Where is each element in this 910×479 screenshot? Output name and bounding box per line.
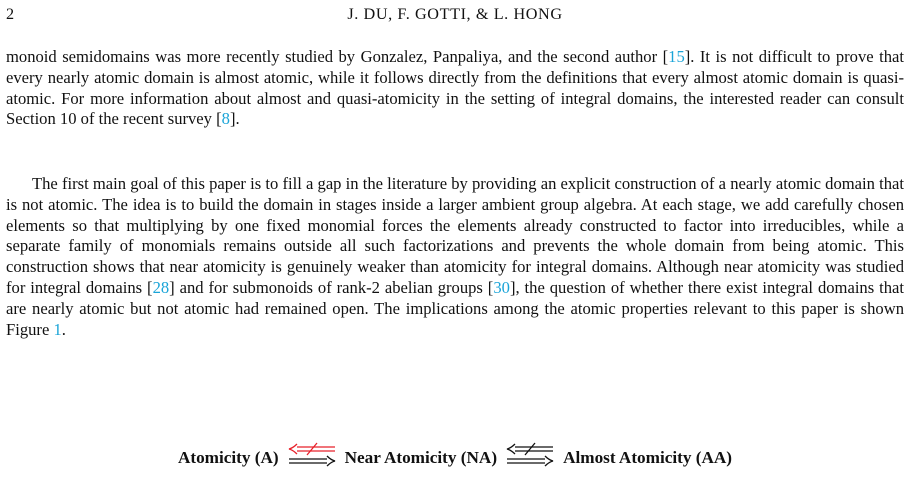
citation-link[interactable]: 15 (668, 47, 685, 66)
implication-arrows-a-na (287, 441, 337, 469)
paragraph-1-text-b: ]. It is not difficult to prove that every nearly atomic domain is almost atomic, while it follows directly from the definitions that every almost atomic domain is quasi-atomic. For more information about almost and quasi-atomicity in the setting of integral domains, the interested reader can consult Section 10 of the recent survey [ (6, 47, 904, 129)
page-header (6, 0, 904, 30)
reverse-struck-double-arrow-icon (289, 443, 335, 455)
implication-arrows-na-aa (505, 441, 555, 469)
page-number: 2 (6, 5, 15, 23)
citation-link[interactable]: 8 (221, 109, 230, 129)
citation-link[interactable]: 28 (152, 277, 170, 297)
diagram-term-atomicity: Atomicity (A) (177, 448, 279, 467)
paragraph-2-text-d: . (61, 319, 66, 339)
figure-reference-link[interactable]: 1 (53, 319, 62, 339)
paragraph-1-text-c: ]. (229, 109, 240, 129)
arrows-a-na-icon (287, 441, 337, 469)
forward-double-arrow-icon (289, 456, 335, 466)
paragraph-2-text-a: The first main goal of this paper is to fill a gap in the literature by providing an explicit construction of a nearly atomic domain that is not atomic. The idea is to build the domain in stages inside a larger ambient group algebra. At each stage, we add carefully chosen elements so that multiplying by one fixed monomial forces the elements already constructed to factor into irreducibles, while a separate family of monomials remains outside all such factorizations and prevents the whole domain from being atomic. This construction shows that near atomicity is genuinely weaker than atomicity for integral domains. Although near atomicity was studied for integral domains [ (6, 174, 904, 297)
forward-double-arrow-icon (507, 456, 553, 466)
reverse-struck-double-arrow-icon (507, 443, 553, 455)
running-head: J. DU, F. GOTTI, & L. HONG (347, 5, 563, 23)
paragraph-2-text-b: ] and for submonoids of rank-2 abelian groups [ (169, 277, 494, 297)
paragraph-1-text-a: monoid semidomains was more recently studied by Gonzalez, Panpaliya, and the second author [ (6, 47, 669, 66)
paragraph-1 (6, 47, 904, 130)
paper-page (6, 0, 904, 479)
paragraph-2 (6, 174, 904, 340)
citation-link[interactable]: 30 (493, 277, 510, 297)
paragraph-2-text-c: ], the question of whether there exist integral domains that are nearly atomic but not atomic had remained open. The implications among the atomic properties relevant to this paper is shown Figure (6, 277, 904, 339)
implications-diagram (6, 440, 904, 476)
diagram-term-near-atomicity: Near Atomicity (NA) (344, 448, 498, 467)
arrows-na-aa-icon (505, 441, 555, 469)
diagram-term-almost-atomicity: Almost Atomicity (AA) (563, 448, 733, 467)
